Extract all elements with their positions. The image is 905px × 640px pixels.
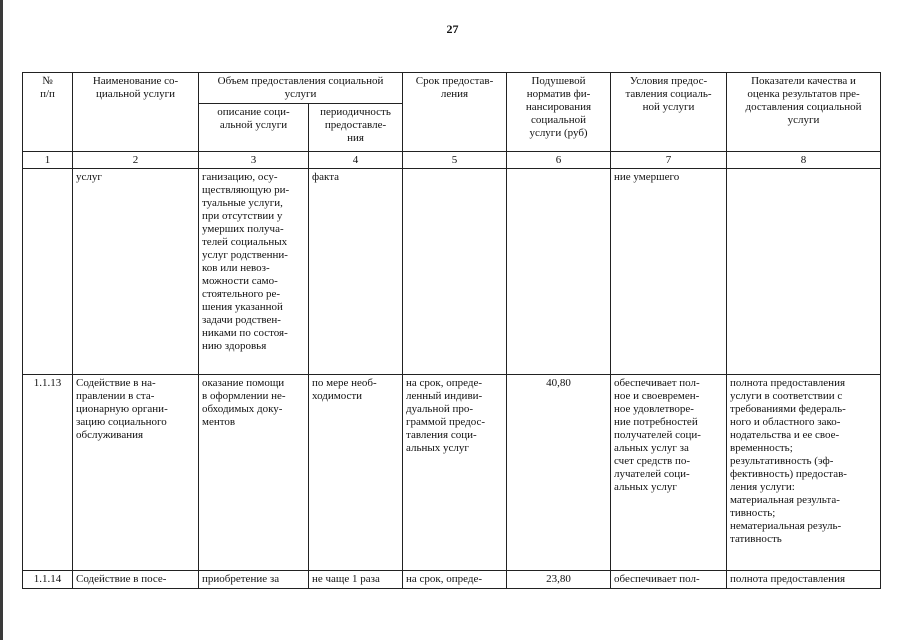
column-number: 6 bbox=[507, 152, 611, 169]
header-name: Наименование со- циальной услуги bbox=[73, 73, 199, 152]
table-row bbox=[23, 375, 881, 571]
header-volume: Объем предоставления социальной услуги bbox=[199, 73, 403, 104]
column-number-row bbox=[23, 152, 881, 169]
service-description: ганизацию, осу- ществляющую ри- туальные услуги, при отсутствии у умерших получа- телей социальных услуг родственни- ков или невоз- можности само- стоятельного ре- шения указанной задачи родствен- никами по состоя- нию здоровья bbox=[199, 169, 309, 375]
header-num: № п/п bbox=[23, 73, 73, 152]
service-conditions: обеспечивает пол- bbox=[611, 571, 727, 589]
row-number: 1.1.14 bbox=[23, 571, 73, 589]
service-name: Содействие в посе- bbox=[73, 571, 199, 589]
service-quality: полнота предоставления bbox=[727, 571, 881, 589]
header-norm: Подушевой норматив фи- нансирования социальной услуги (руб) bbox=[507, 73, 611, 152]
service-name: услуг bbox=[73, 169, 199, 375]
column-number: 2 bbox=[73, 152, 199, 169]
service-conditions: ние умершего bbox=[611, 169, 727, 375]
table-row bbox=[23, 571, 881, 589]
column-number: 8 bbox=[727, 152, 881, 169]
table-row bbox=[23, 169, 881, 375]
service-description: приобретение за bbox=[199, 571, 309, 589]
service-periodicity: не чаще 1 раза bbox=[309, 571, 403, 589]
service-description: оказание помощи в оформлении не- обходимых доку- ментов bbox=[199, 375, 309, 571]
service-periodicity: по мере необ- ходимости bbox=[309, 375, 403, 571]
header-row-1 bbox=[23, 73, 881, 104]
service-term: на срок, опреде- bbox=[403, 571, 507, 589]
column-number: 7 bbox=[611, 152, 727, 169]
service-periodicity: факта bbox=[309, 169, 403, 375]
scan-edge-bar bbox=[0, 0, 3, 640]
row-number: 1.1.13 bbox=[23, 375, 73, 571]
column-number: 1 bbox=[23, 152, 73, 169]
service-conditions: обеспечивает пол- ное и своевремен- ное удовлетворе- ние потребностей получателей соци- альных услуг за счет средств по- лучателей соци- альных услуг bbox=[611, 375, 727, 571]
header-periodicity: периодичность предоставле- ния bbox=[309, 104, 403, 152]
page-number: 27 bbox=[446, 22, 459, 36]
column-number: 3 bbox=[199, 152, 309, 169]
service-norm: 40,80 bbox=[507, 375, 611, 571]
service-quality: полнота предоставления услуги в соответствии с требованиями федераль- ного и областного зако- нодательства и ее свое- временность; результативность (эф- фективность) предостав- ления услуги: материальная результа- тивность; нематериальная резуль- тативность bbox=[727, 375, 881, 571]
header-description: описание соци- альной услуги bbox=[199, 104, 309, 152]
service-term: на срок, опреде- ленный индиви- дуальной про- граммой предос- тавления соци- альных услуг bbox=[403, 375, 507, 571]
services-table bbox=[22, 72, 881, 589]
service-norm: 23,80 bbox=[507, 571, 611, 589]
header-quality: Показатели качества и оценка результатов пре- доставления социальной услуги bbox=[727, 73, 881, 152]
column-number: 5 bbox=[403, 152, 507, 169]
column-number: 4 bbox=[309, 152, 403, 169]
row-number bbox=[23, 169, 73, 375]
service-name: Содействие в на- правлении в ста- ционарную органи- зацию социального обслуживания bbox=[73, 375, 199, 571]
header-conditions: Условия предос- тавления социаль- ной услуги bbox=[611, 73, 727, 152]
service-norm bbox=[507, 169, 611, 375]
service-quality bbox=[727, 169, 881, 375]
service-term bbox=[403, 169, 507, 375]
header-term: Срок предостав- ления bbox=[403, 73, 507, 152]
